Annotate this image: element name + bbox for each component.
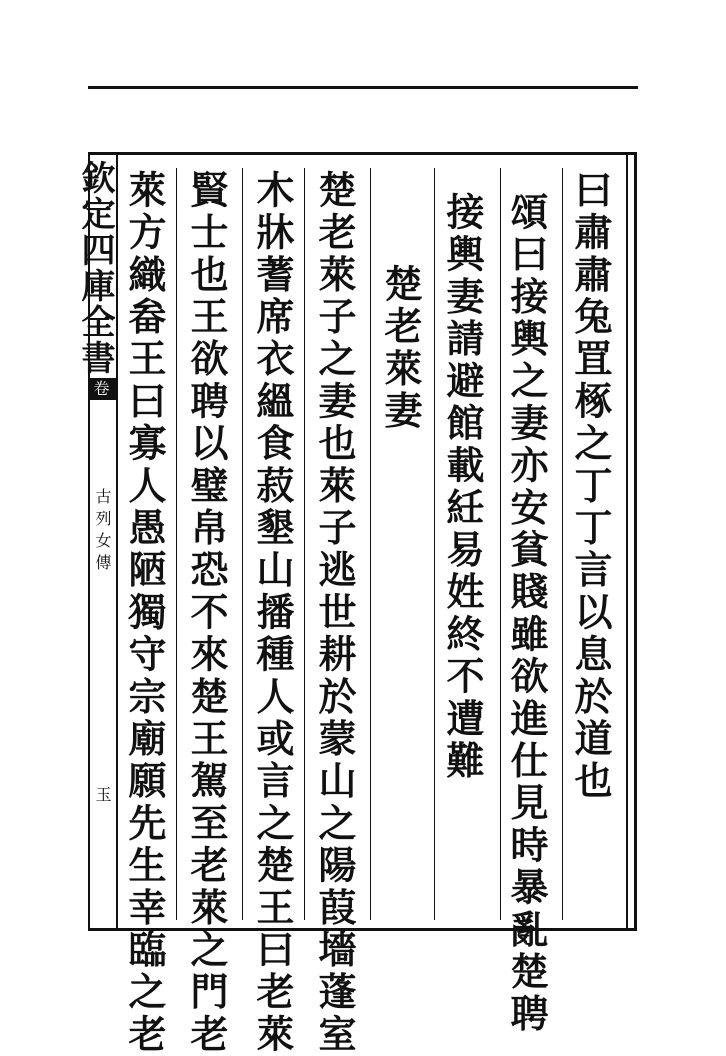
column-divider: [370, 168, 371, 920]
frame-top: [88, 152, 636, 155]
margin-page-number: 玉: [93, 786, 112, 808]
text-column-2: 頌曰接輿之妻亦安貧賤雖欲進仕見時暴亂楚聘: [504, 192, 549, 1036]
margin-book-title: 古列女傳: [93, 488, 112, 576]
column-divider: [176, 168, 177, 920]
frame-right-outer: [634, 152, 637, 931]
text-column-7: 賢士也王欲聘以璧帛恐不來楚王駕至老萊之門老: [184, 170, 229, 1056]
frame-right-inner: [626, 152, 628, 931]
text-column-5: 楚老萊子之妻也萊子逃世耕於蒙山之陽葭墻蓬室: [312, 170, 357, 1056]
text-column-8: 萊方織畚王曰寡人愚陋獨守宗廟願先生幸臨之老: [122, 170, 167, 1056]
margin-volume: 卷八: [91, 380, 110, 424]
top-rule: [88, 86, 638, 89]
margin-title: 欽定四庫全書: [75, 160, 115, 376]
text-column-6: 木牀蓍席衣縕食菽墾山播種人或言之楚王曰老萊: [250, 170, 295, 1056]
column-divider: [304, 168, 305, 920]
text-column-1: 曰肅肅兔罝椓之丁丁言以息於道也: [568, 170, 613, 803]
column-divider: [242, 168, 243, 920]
text-column-3: 接輿妻請避館載紝易姓終不遭難: [440, 192, 485, 783]
section-heading: 楚老萊妻: [378, 264, 423, 433]
